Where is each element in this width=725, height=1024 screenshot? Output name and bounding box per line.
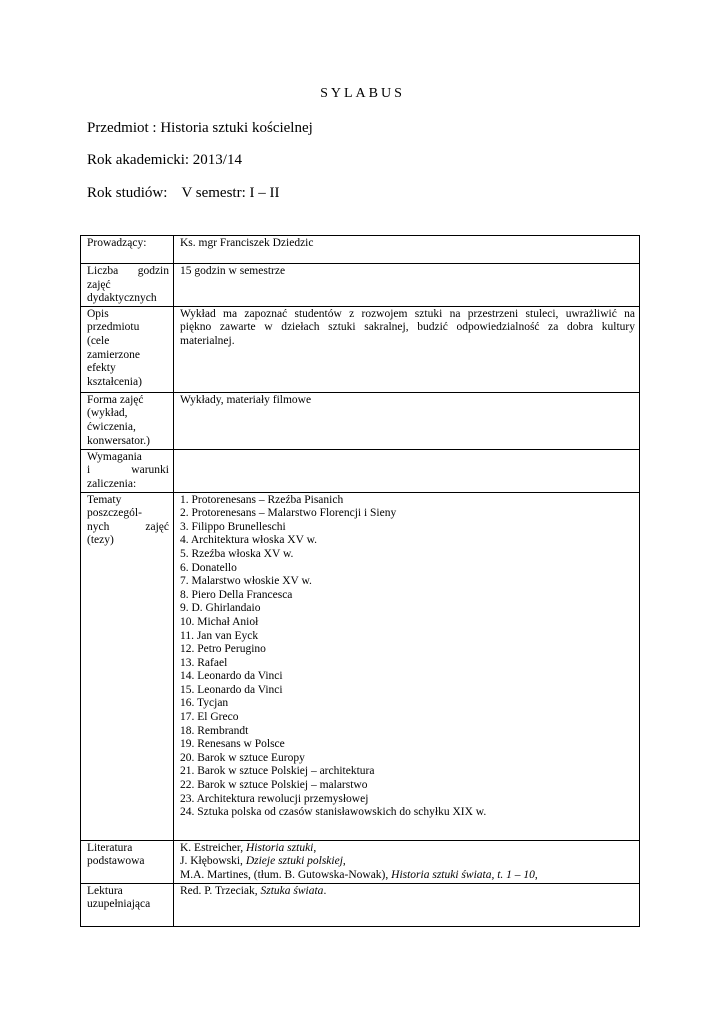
table-row-literature <box>81 840 640 883</box>
topics-label: Tematy poszczegól- nych zajęć (tezy) <box>81 492 174 840</box>
requirements-value <box>174 449 640 492</box>
lecturer-value: Ks. mgr Franciszek Dziedzic <box>174 236 640 264</box>
document-title: SYLABUS <box>320 86 405 101</box>
supplementary-value: Red. P. Trzeciak, Sztuka świata. <box>174 883 640 926</box>
topic-item: 19. Renesans w Polsce <box>180 738 285 751</box>
table-row-form <box>81 392 640 449</box>
topic-item: 4. Architektura włoska XV w. <box>180 534 318 547</box>
hours-value: 15 godzin w semestrze <box>174 264 640 307</box>
literature-item: K. Estreicher, Historia sztuki, <box>180 841 317 854</box>
topic-item: 20. Barok w sztuce Europy <box>180 751 305 764</box>
topic-item: 7. Malarstwo włoskie XV w. <box>180 575 312 588</box>
literature-value <box>174 840 640 883</box>
description-label: Opis przedmiotu (cele zamierzone efekty kształcenia) <box>81 306 174 392</box>
topic-item: 11. Jan van Eyck <box>180 629 259 642</box>
supplementary-label: Lektura uzupełniająca <box>81 883 174 926</box>
topic-item: 8. Piero Della Francesca <box>180 588 293 601</box>
topic-item: 24. Sztuka polska od czasów stanisławowskich do schyłku XIX w. <box>180 806 487 819</box>
topic-item: 14. Leonardo da Vinci <box>180 670 283 683</box>
topic-item: 3. Filippo Brunelleschi <box>180 520 286 533</box>
academic-year-line: Rok akademicki: 2013/14 <box>87 152 242 168</box>
form-value: Wykłady, materiały filmowe <box>174 392 640 449</box>
table-row-hours <box>81 264 640 307</box>
topic-item: 23. Architektura rewolucji przemysłowej <box>180 792 369 805</box>
topic-item: 2. Protorenesans – Malarstwo Florencji i Sieny <box>180 507 397 520</box>
study-year-value: V semestr: I – II <box>181 185 280 201</box>
study-year-label: Rok studiów: <box>87 185 168 201</box>
topic-item: 22. Barok w sztuce Polskiej – malarstwo <box>180 779 368 792</box>
topic-item: 21. Barok w sztuce Polskiej – architektura <box>180 765 375 778</box>
lecturer-label: Prowadzący: <box>81 236 174 264</box>
syllabus-table <box>80 235 640 927</box>
table-row-description <box>81 306 640 392</box>
literature-item: M.A. Martines, (tłum. B. Gutowska-Nowak), Historia sztuki świata, t. 1 – 10, <box>180 868 538 881</box>
topic-item: 10. Michał Anioł <box>180 615 259 628</box>
table-row-supplementary <box>81 883 640 926</box>
topic-item: 5. Rzeźba włoska XV w. <box>180 547 294 560</box>
description-value: Wykład ma zapoznać studentów z rozwojem sztuki na przestrzeni stuleci, uwrażliwić na piękno zawarte w dziełach sztuki sakralnej, budzić odpowiedzialność za dobra kultury materialnej. <box>174 306 640 392</box>
study-year-line <box>87 185 279 202</box>
table-row-lecturer <box>81 236 640 264</box>
topic-item: 1. Protorenesans – Rzeźba Pisanich <box>180 493 344 506</box>
topic-item: 18. Rembrandt <box>180 724 249 737</box>
literature-item: J. Kłębowski, Dzieje sztuki polskiej, <box>180 855 346 868</box>
topic-item: 16. Tycjan <box>180 697 229 710</box>
topic-item: 9. D. Ghirlandaio <box>180 602 261 615</box>
topics-list <box>180 494 635 820</box>
table-row-topics <box>81 492 640 840</box>
table-row-requirements <box>81 449 640 492</box>
hours-label: Liczba godzin zajęć dydaktycznych <box>81 264 174 307</box>
requirements-label: Wymagania i warunki zaliczenia: <box>81 449 174 492</box>
topic-item: 6. Donatello <box>180 561 237 574</box>
form-label: Forma zajęć (wykład, ćwiczenia, konwersator.) <box>81 392 174 449</box>
topic-item: 13. Rafael <box>180 656 228 669</box>
topic-item: 17. El Greco <box>180 711 239 724</box>
literature-label: Literatura podstawowa <box>81 840 174 883</box>
subject-line: Przedmiot : Historia sztuki kościelnej <box>87 120 313 136</box>
topic-item: 15. Leonardo da Vinci <box>180 683 283 696</box>
topics-value <box>174 492 640 840</box>
topic-item: 12. Petro Perugino <box>180 643 266 656</box>
